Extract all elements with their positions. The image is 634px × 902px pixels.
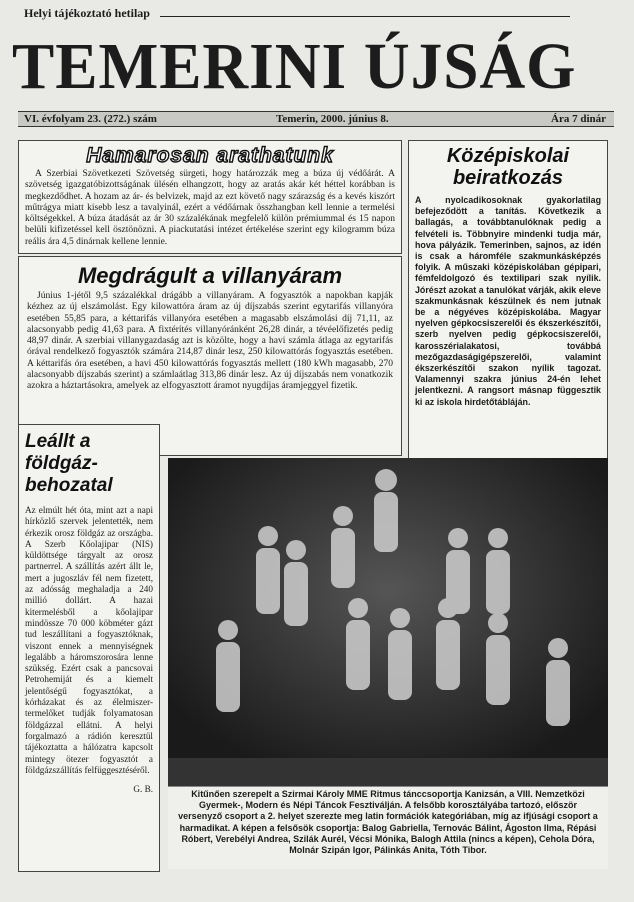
newspaper-tagline: Helyi tájékoztató hetilap xyxy=(24,6,150,20)
photo-caption-text: Kitűnően szerepelt a Szirmai Károly MME Ritmus tánccsoportja Kanizsán, a VIII. Nemzetközi Gyermek-, Modern és Népi Táncok Fesztiválján. A felsőbb korosztályába tartozó, először versenyző csoport a 2. helyet szerezte meg latin formációk kategóriában, míg az ifjúsági csoport a harmadikat. A képen a felsősök csoportja: Balog Gabriella, Ternovác Bálint, Ágoston Ilma, Répási Róbert, Verebélyi Andrea, Szilák Aurél, Vécsi Mónika, Balogh Attila (nincs a képen), Cehola Dóra, Molnár Szipán Igor, Pálinkás Anita, Tóth Tibor. xyxy=(178,789,598,856)
issue-price: Ára 7 dinár xyxy=(551,113,606,125)
issue-number: VI. évfolyam 23. (272.) szám xyxy=(24,113,157,125)
dance-group-photo xyxy=(168,458,608,788)
article-school-text: A nyolcadikosoknak gyakorlatilag befejeződött a tanítás. Következik a ballagás, a továbbtanulóknak pedig a felvételi is. Többnyire mindenki tudja már, hova pályázik. Temerinben, sajnos, az idén is csak a háromféle szakmunkásképzés folyik. A műszaki középiskolában gépipari, fémfeldolgozó és textilipari szak nyílik. Jórészt azokat a tanulókat várják, akik eleve szakmunkásnak készülnek és nem jutnak be a négyéves középiskolába. Magyar nyelven gépkocsiszerelői és ékszerkészítői, szerb nyelven pedig gépkocsiszerelői, karosszérialakatosi, továbbá mezőgazdaságigépszerelői, valamint ékszerkészítői szakon nyílik tagozat. Valamennyi szakra június 24-én lehet jelentkezni. A rangsort másnap függesztik ki az iskola hirdetőtábláján. xyxy=(415,195,601,407)
article-harvest-body xyxy=(19,169,401,248)
article-gas-title: Leállt a földgáz-behozatal xyxy=(25,431,113,496)
article-electricity-text: Június 1-jétől 9,5 százalékkal drágább a villanyáram. A fogyasztók a napokban kapják kézhez az új elszámolást. Egy kilowattóra áram az új díjszabás szerint egytarifás villanyóra esetében 55,85 para, a kéttarifás villanyóra esetében a magasabb elszámolási díj 71,11, az alacsonyabb pedig 41,63 para. A fixtérítés villanyóránként 26,28 dinár, a tévéelőfizetés pedig 48,97 dinár. A szerbiai villanygazdaság azt is közölte, hogy a havi számla átlaga az egytarifás órával rendelkező fogyasztók számára 214,87 dinár lesz, 250 kilowattórás fogyasztás esetében. A kéttarifás óra esetében, a havi 450 kilowattórás fogyasztás mellett (180 kWh magasabb, 270 alacsonyabb díjszabás szerint) a számlaátlag 313,86 dinár lesz. Az új díjszabás nem vonatkozik azokra a háztartásokra, amelyek az elfogyasztott áramot nyugdíjas áramjeggyel fizetik. xyxy=(27,291,393,392)
article-harvest-title: Hamarosan arathatunk xyxy=(86,144,334,167)
article-gas-body xyxy=(19,505,159,795)
photo-caption xyxy=(168,786,608,869)
issue-info-bar xyxy=(18,111,614,127)
article-electricity-title: Megdrágult a villanyáram xyxy=(77,263,343,288)
article-school-title: Középiskolai beiratkozás xyxy=(446,145,570,189)
article-school xyxy=(408,140,608,460)
article-gas-text: Az elmúlt hét óta, mint azt a napi hírközlő szervek jelentették, nem érkezik orosz földgáz az országba. A Szerb Kőolajipar (NIS) küldöttsége tárgyalt az orosz partnerrel. A szállítás azért állt le, mert a jugoszláv fél nem fizetett, az adósság meghaladja a 240 millió dollárt. A hazai kitermelésből a kőolajipar mindössze 70 000 köbméter gázt tud leszállítani a fogyasztóknak, viszont ennek a mennyiségnek legalább a háromszorosára lenne szükség. Ezért csak a pancsovai Petrohemiját és a kiemelt jelentőségű fogyasztókat, a kórházakat és az élelmiszer-termelőket tudják folyamatosan földgázzal ellátni. A helyi forgalmazó a rádión keresztül tájékoztatta a hálózatra kapcsolt mintegy ötezer fogyasztót a földgázszállítás felfüggesztéséről. xyxy=(25,505,153,775)
article-school-body xyxy=(409,195,607,408)
article-harvest xyxy=(18,140,402,254)
article-electricity-body xyxy=(19,291,401,393)
issue-place-date: Temerin, 2000. június 8. xyxy=(276,113,389,125)
article-gas xyxy=(18,424,160,872)
newspaper-title: TEMERINI ÚJSÁG xyxy=(12,30,577,103)
article-harvest-text: A Szerbiai Szövetkezeti Szövetség sürgeti, hogy határozzák meg a búza új védőárát. A szövetség igazgatóbizottságának ülésén elhangzott, hogy az aratás akár két héttel korábban is megkezdődhet. A hozam az ár- és belvizek, majd az ezt követő nagy szárazság és a kevés kiszórt műtrágya miatt kisebb lesz a tavalyinál, ezért a védőárnak összhangban kell lennie a termelési költségekkel. A búza átadását az ár 30 százalékának megfelelő külön prémiummal és 15 napon belüli kifizetéssel kell ösztönözni. A piackutatási intézet értékelése szerint egy kilogramm búza reális ára 4,5 dinárnak kellene lennie. xyxy=(25,169,395,247)
masthead-rule xyxy=(160,16,570,17)
dance-group-image xyxy=(168,458,608,788)
article-gas-signature: G. B. xyxy=(133,784,153,795)
